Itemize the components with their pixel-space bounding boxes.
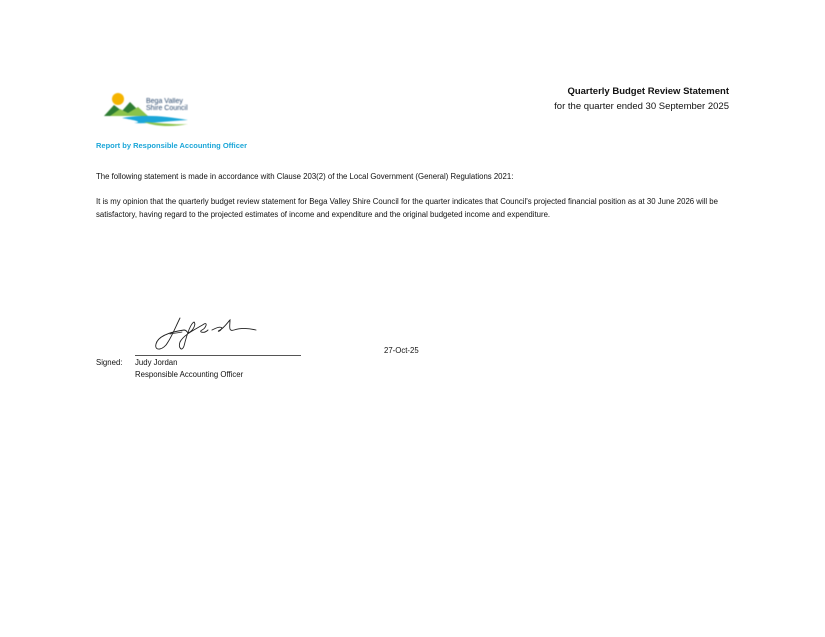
page-title: Quarterly Budget Review Statement [567,86,729,97]
signed-label: Signed: [96,358,123,367]
logo-wordmark: Bega Valley Shire Council [146,98,188,112]
handwritten-signature [150,312,262,356]
signer-name: Judy Jordan [135,358,178,367]
intro-paragraph: The following statement is made in accordance with Clause 203(2) of the Local Government (General) Regulations 2021: [96,172,514,181]
page-subtitle: for the quarter ended 30 September 2025 [554,101,729,112]
report-heading: Report by Responsible Accounting Officer [96,141,247,150]
council-logo [104,90,204,128]
opinion-paragraph: It is my opinion that the quarterly budget review statement for Bega Valley Shire Council for the quarter indicates that Council's projected financial position as at 30 June 2026 will be satisfactory, having regard to the projected estimates of income and expenditure and the original budgeted income and expenditure. [96,197,718,219]
signer-role: Responsible Accounting Officer [135,370,244,379]
signature-date: 27-Oct-25 [384,346,419,355]
signature-line [135,355,301,356]
